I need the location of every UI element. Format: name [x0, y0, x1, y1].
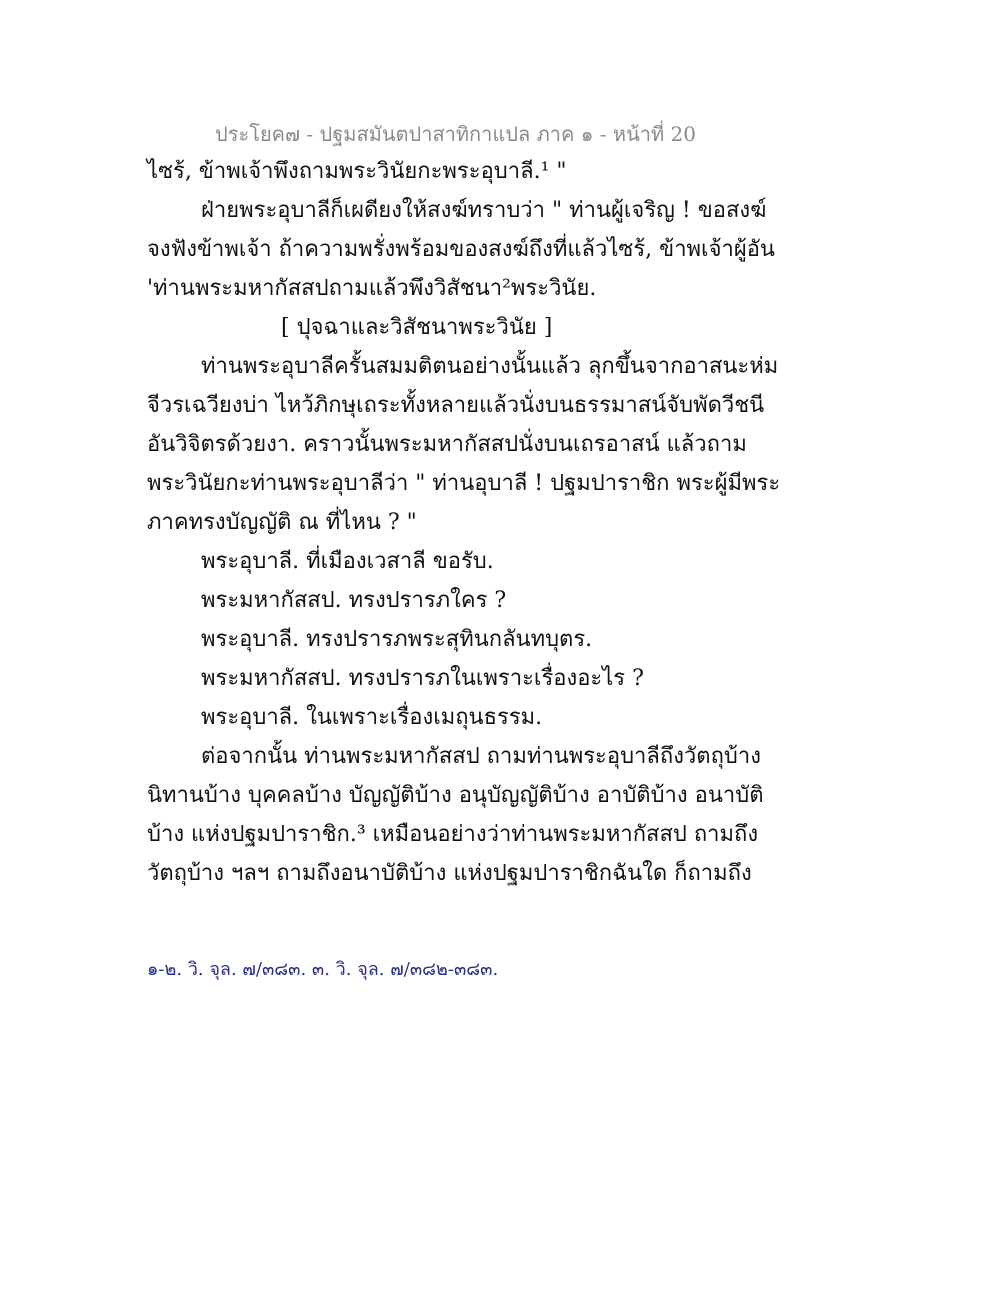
- text-line: จงฟังข้าพเจ้า ถ้าความพรั่งพร้อมของสงฆ์ถึงที่แล้วไซร้, ข้าพเจ้าผู้อัน: [147, 237, 775, 262]
- text-line: จีวรเฉวียงบ่า ไหว้ภิกษุเถระทั้งหลายแล้วนั่งบนธรรมาสน์จับพัดวีชนี: [147, 393, 765, 418]
- text-line: พระวินัยกะท่านพระอุบาลีว่า " ท่านอุบาลี ! ปฐมปาราชิก พระผู้มีพระ: [147, 471, 781, 496]
- text-line: วัตถุบ้าง ฯลฯ ถามถึงอนาบัติบ้าง แห่งปฐมปาราชิกฉันใด ก็ถามถึง: [147, 861, 752, 886]
- text-line: อันวิจิตรด้วยงา. คราวนั้นพระมหากัสสปนั่งบนเถรอาสน์ แล้วถาม: [147, 432, 747, 457]
- dialogue-line: พระอุบาลี. ที่เมืองเวสาลี ขอรับ.: [201, 549, 494, 574]
- text-line: ไซร้, ข้าพเจ้าพึงถามพระวินัยกะพระอุบาลี.¹ ": [147, 159, 567, 184]
- text-line: 'ท่านพระมหากัสสปถามแล้วพึงวิสัชนา²พระวินัย.: [147, 276, 597, 301]
- dialogue-line: พระมหากัสสป. ทรงปรารภใคร ?: [201, 588, 507, 613]
- text-line: ท่านพระอุบาลีครั้นสมมติตนอย่างนั้นแล้ว ลุกขึ้นจากอาสนะห่ม: [201, 354, 779, 379]
- text-line: นิทานบ้าง บุคคลบ้าง บัญญัติบ้าง อนุบัญญัติบ้าง อาบัติบ้าง อนาบัติ: [147, 783, 764, 808]
- text-line: ภาคทรงบัญญัติ ณ ที่ไหน ? ": [147, 510, 417, 535]
- dialogue-line: พระมหากัสสป. ทรงปรารภในเพราะเรื่องอะไร ?: [201, 666, 644, 691]
- text-line: บ้าง แห่งปฐมปาราชิก.³ เหมือนอย่างว่าท่านพระมหากัสสป ถามถึง: [147, 822, 759, 847]
- text-line: ฝ่ายพระอุบาลีก็เผดียงให้สงฆ์ทราบว่า " ท่านผู้เจริญ ! ขอสงฆ์: [201, 198, 767, 223]
- body-text: [147, 152, 781, 893]
- running-header: ประโยค๗ - ปฐมสมันตปาสาทิกาแปล ภาค ๑ - หน้าที่ 20: [215, 122, 696, 146]
- footnote: ๑-๒. วิ. จุล. ๗/๓๘๓. ๓. วิ. จุล. ๗/๓๘๒-๓๘๓.: [147, 959, 499, 980]
- dialogue-line: พระอุบาลี. ในเพราะเรื่องเมถุนธรรม.: [201, 705, 543, 730]
- dialogue-line: พระอุบาลี. ทรงปรารภพระสุทินกลันทบุตร.: [201, 627, 593, 652]
- section-heading: [ ปุจฉาและวิสัชนาพระวินัย ]: [281, 315, 553, 340]
- text-line: ต่อจากนั้น ท่านพระมหากัสสป ถามท่านพระอุบาลีถึงวัตถุบ้าง: [201, 744, 761, 769]
